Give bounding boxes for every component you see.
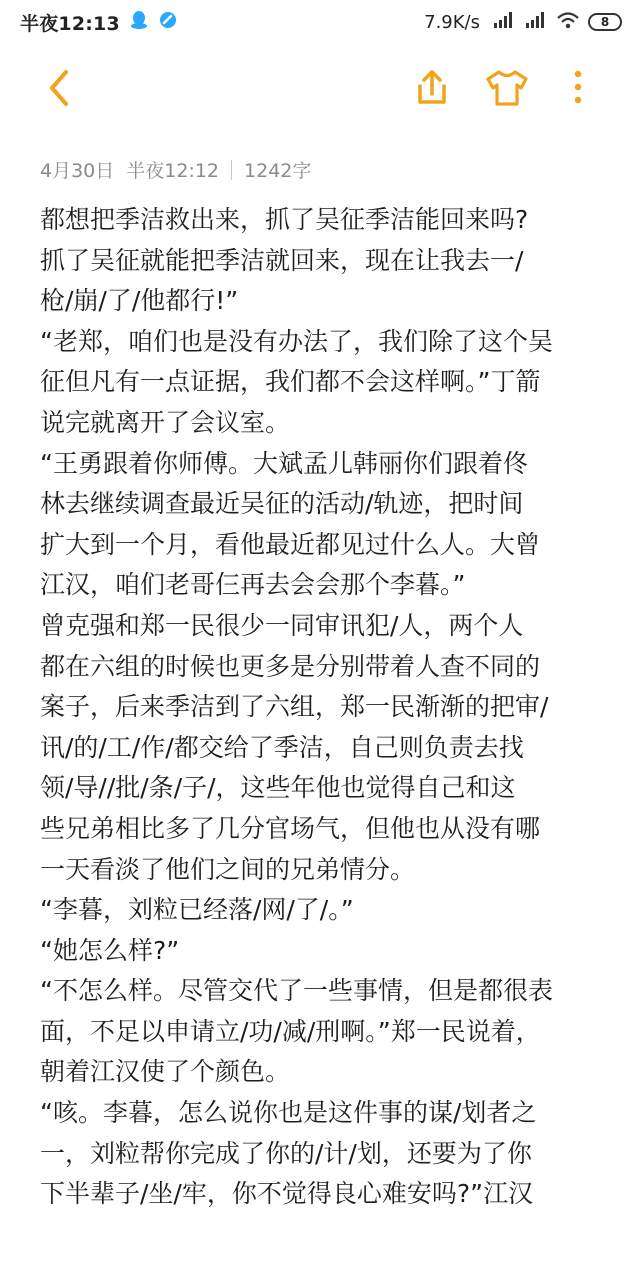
note-line: 江汉，咱们老哥仨再去会会那个李暮。” <box>40 570 466 600</box>
network-speed: 7.9K/s <box>424 11 480 33</box>
note-line: 讯/的/工/作/都交给了季洁，自己则负责去找 <box>40 732 524 762</box>
share-button[interactable] <box>412 68 452 108</box>
note-line: 案子，后来季洁到了六组，郑一民渐渐的把审/ <box>40 692 549 722</box>
note-line: 面，不足以申请立/功/减/刑啊。”郑一民说着， <box>40 1016 541 1046</box>
note-line: 林去继续调查最近吴征的活动/轨迹，把时间 <box>40 489 524 519</box>
battery-indicator: 8 <box>588 13 622 31</box>
note-meta <box>40 156 311 183</box>
note-line: 都在六组的时候也更多是分别带着人查不同的 <box>40 651 541 681</box>
note-line: 领/导//批/条/子/，这些年他也觉得自己和这 <box>40 773 516 803</box>
signal-icon-2 <box>524 10 548 35</box>
status-bar-right <box>424 10 622 35</box>
share-icon <box>412 68 452 108</box>
note-line: 征但凡有一点证据，我们都不会这样啊。”丁箭 <box>40 367 541 397</box>
note-line: 都想把季洁救出来，抓了吴征季洁能回来吗? <box>40 205 529 234</box>
note-line: “老郑，咱们也是没有办法了，我们除了这个吴 <box>40 326 553 356</box>
t-shirt-theme-icon <box>484 68 530 108</box>
signal-icon <box>492 10 516 35</box>
status-time: 半夜12:13 <box>20 12 120 35</box>
meta-divider <box>231 160 232 180</box>
note-line: 枪/崩/了/他都行!” <box>40 286 239 316</box>
note-time: 半夜12:12 <box>126 160 220 182</box>
more-button[interactable] <box>566 68 590 108</box>
note-date: 4月30日 <box>40 160 115 182</box>
note-body[interactable] <box>40 200 612 1215</box>
app-notification-icon <box>158 10 178 35</box>
note-line: 些兄弟相比多了几分官场气，但他也从没有哪 <box>40 813 541 843</box>
note-line: 抓了吴征就能把季洁就回来，现在让我去一/ <box>40 245 524 275</box>
note-toolbar <box>0 48 640 128</box>
more-vertical-icon <box>566 68 590 108</box>
back-chevron-icon <box>42 66 82 110</box>
note-line: 说完就离开了会议室。 <box>40 407 291 437</box>
note-line: 扩大到一个月，看他最近都见过什么人。大曾 <box>40 529 541 559</box>
word-count: 1242字 <box>244 160 312 182</box>
back-button[interactable] <box>42 66 82 110</box>
status-bar <box>0 0 640 44</box>
note-line: 一天看淡了他们之间的兄弟情分。 <box>40 854 416 884</box>
note-line: 一，刘粒帮你完成了你的/计/划，还要为了你 <box>40 1138 532 1168</box>
status-bar-left <box>20 9 178 36</box>
theme-button[interactable] <box>484 68 530 108</box>
wifi-icon <box>556 10 580 35</box>
note-line: 下半辈子/坐/牢，你不觉得良心难安吗?”江汉 <box>40 1179 534 1209</box>
note-line: “李暮，刘粒已经落/网/了/。” <box>40 895 354 925</box>
note-line: “不怎么样。尽管交代了一些事情，但是都很表 <box>40 976 553 1006</box>
note-line: 曾克强和郑一民很少一同审讯犯/人，两个人 <box>40 610 524 640</box>
note-line: “王勇跟着你师傅。大斌孟儿韩丽你们跟着佟 <box>40 448 528 478</box>
note-line: “她怎么样?” <box>40 935 180 965</box>
note-line: “咳。李暮，怎么说你也是这件事的谋/划者之 <box>40 1098 537 1128</box>
qq-notification-icon <box>128 9 150 36</box>
note-line: 朝着江汉使了个颜色。 <box>40 1057 291 1087</box>
